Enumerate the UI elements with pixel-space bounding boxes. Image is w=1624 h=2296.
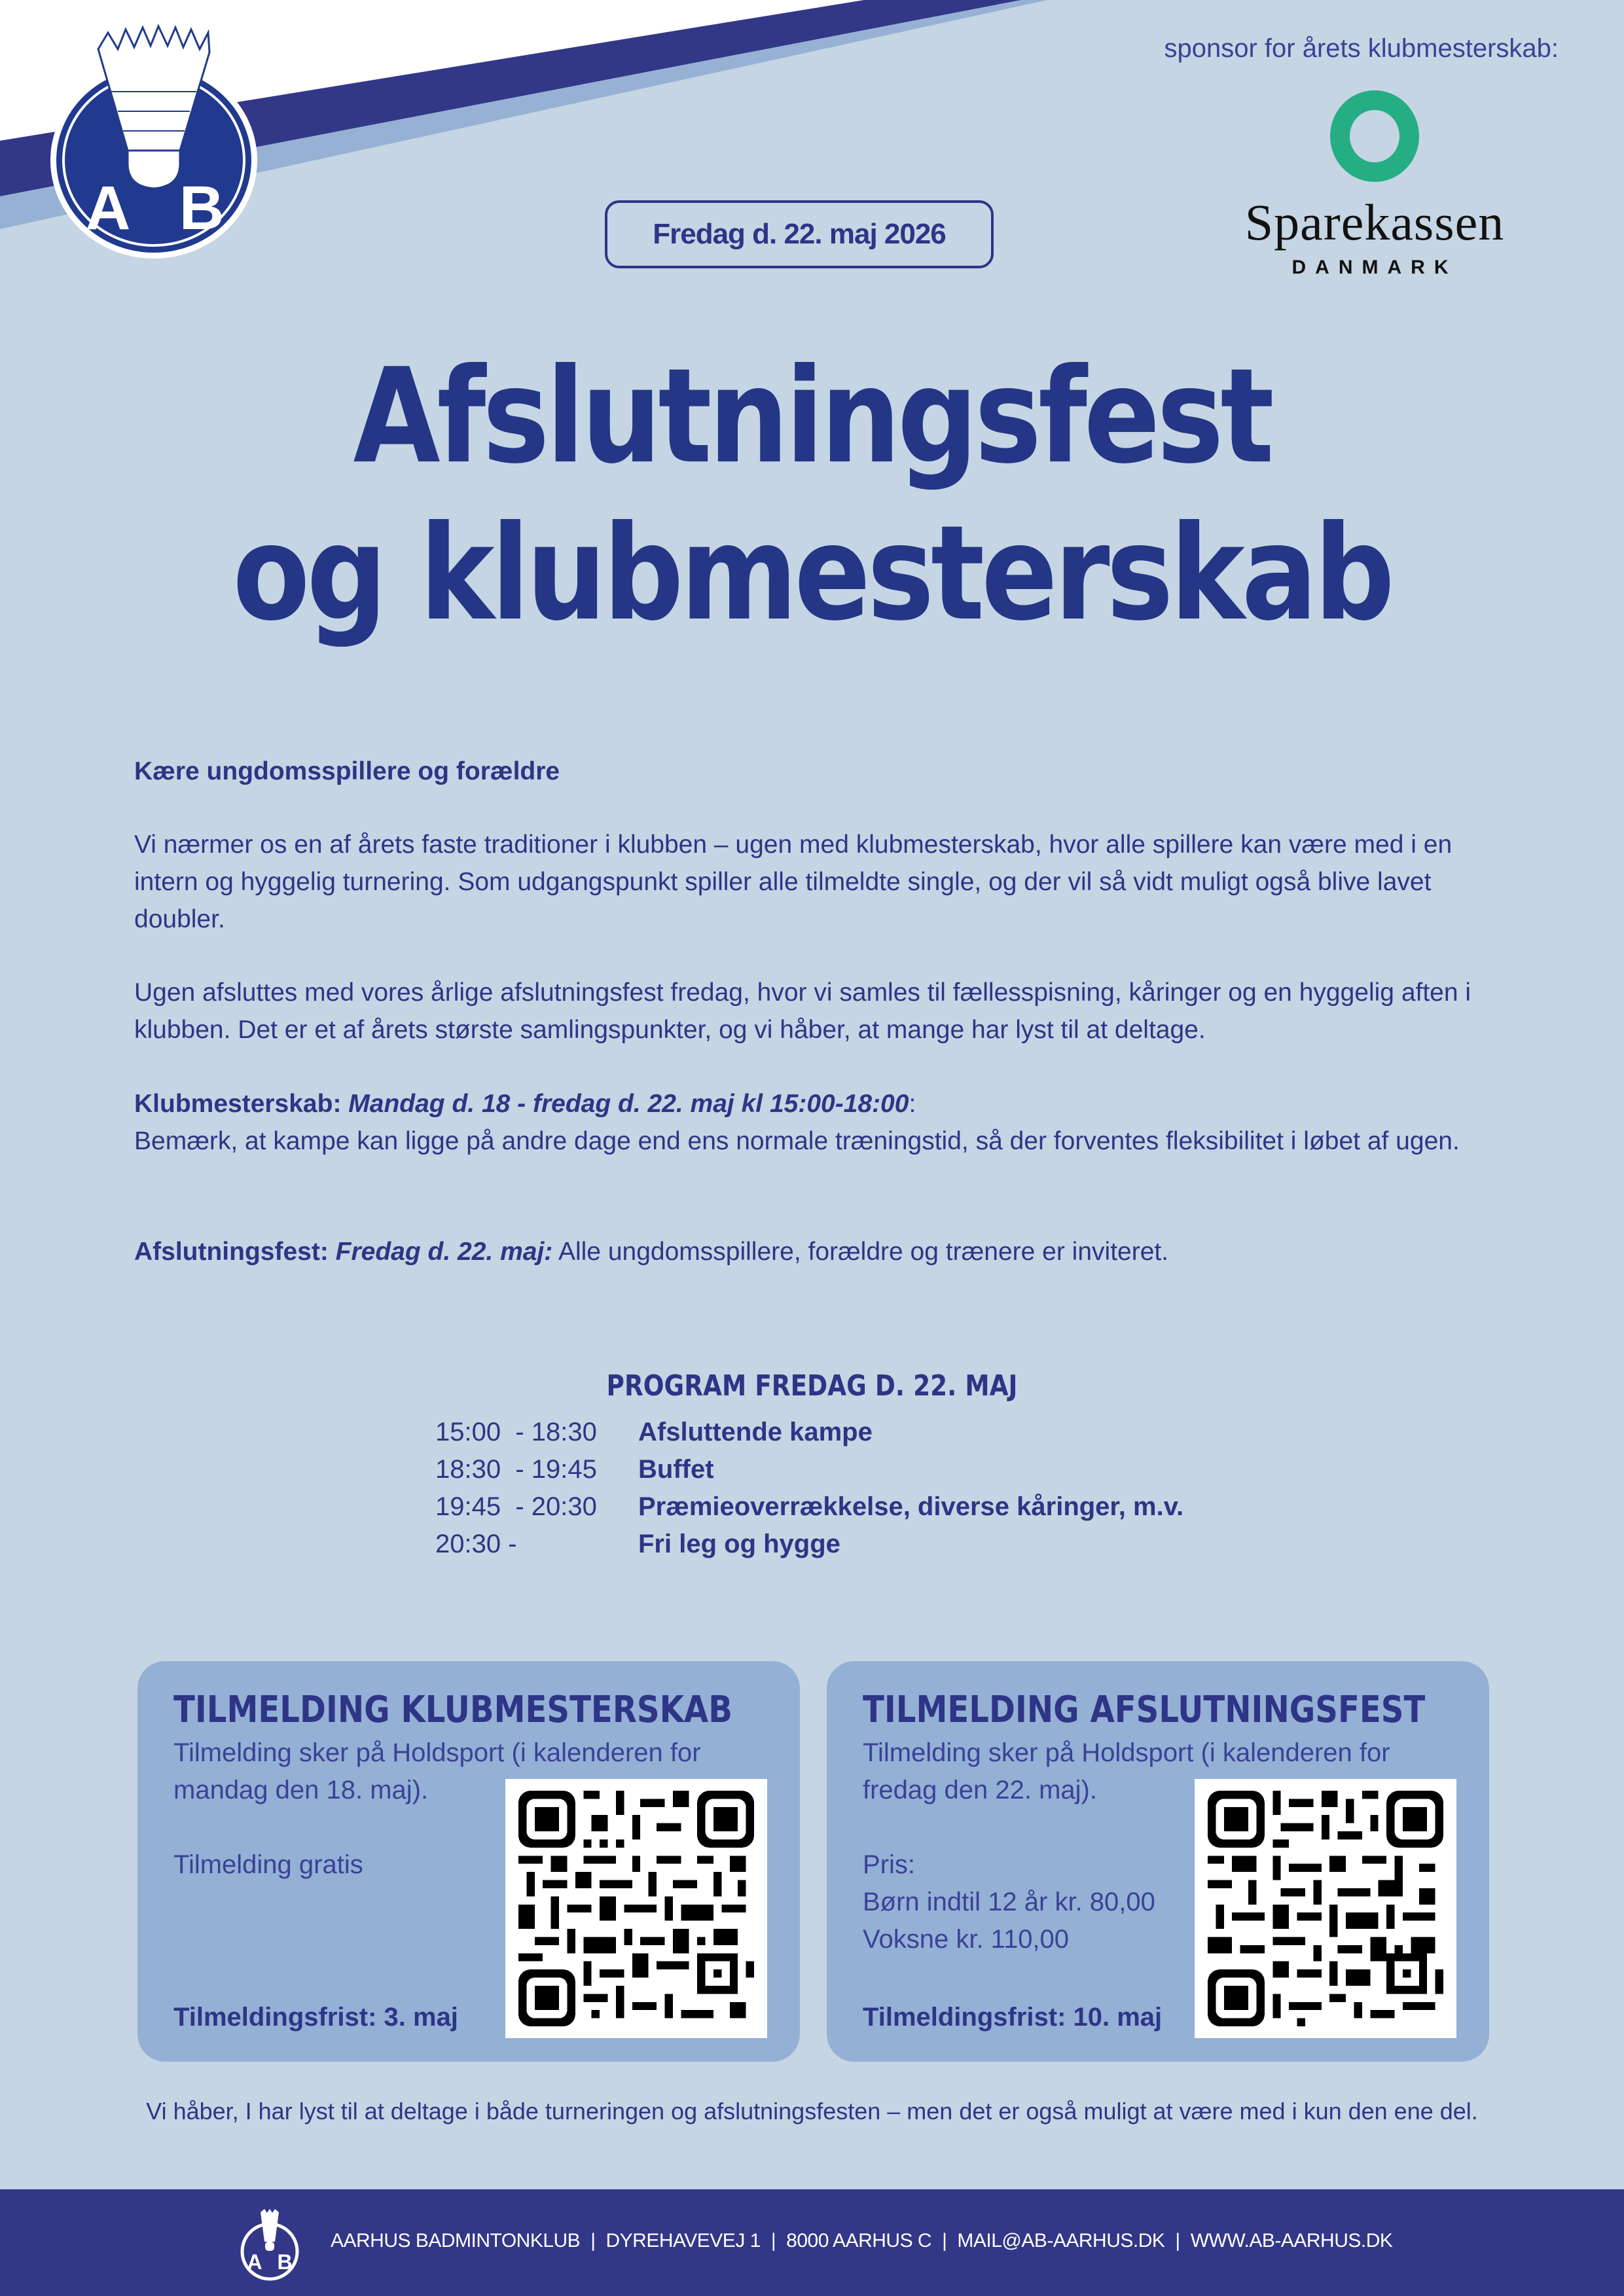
program-activity: Buffet [638, 1455, 714, 1484]
qr-code-icon [1206, 1791, 1445, 2026]
program-item [435, 1414, 1183, 1451]
svg-text:A: A [85, 173, 131, 243]
sponsor-label: sponsor for årets klubmesterskab: [1164, 34, 1559, 63]
svg-text:A: A [247, 2250, 262, 2274]
card-title: TILMELDING KLUBMESTERSKAB [173, 1689, 732, 1731]
price-label: Pris: [863, 1850, 915, 1879]
footer [0, 2189, 1624, 2296]
card-title: TILMELDING AFSLUTNINGSFEST [863, 1689, 1426, 1731]
program-item [435, 1488, 1183, 1526]
footer-contact [331, 2230, 1392, 2252]
title-line-2: og klubmesterskab [232, 497, 1392, 650]
program-activity: Fri leg og hygge [638, 1530, 840, 1558]
card-deadline: Tilmeldingsfrist: 10. maj [863, 2003, 1163, 2032]
card-line: Tilmelding sker på Holdsport (i kalenderen for [173, 1738, 701, 1767]
footer-club: AARHUS BADMINTONKLUB [331, 2230, 581, 2251]
price-children: Børn indtil 12 år kr. 80,00 [863, 1888, 1155, 1916]
signup-card-afslutningsfest [827, 1661, 1489, 2062]
greeting: Kære ungdomsspillere og forældre [134, 757, 560, 785]
program-activity: Afsluttende kampe [638, 1418, 873, 1446]
footer-web-link[interactable]: WWW.AB-AARHUS.DK [1190, 2230, 1393, 2251]
program-title: PROGRAM FREDAG D. 22. MAJ [606, 1369, 1018, 1403]
footer-city: 8000 AARHUS C [786, 2230, 932, 2251]
klub-note: Bemærk, at kampe kan ligge på andre dage end ens normale træningstid, så der forventes fleksibilitet i løbet af ugen. [134, 1127, 1460, 1155]
paragraph-intro: Vi nærmer os en af årets faste traditioner i klubben – ugen med klubmesterskab, hvor alle spillere kan være med i en intern og hyggelig turnering. Som udgangspunkt spiller alle tilmeldte single, og der vil så vidt muligt også blive lavet doubler. [134, 831, 1453, 933]
program-time: 15:00 - 18:30 [435, 1418, 597, 1446]
card-line: Tilmelding sker på Holdsport (i kalenderen for [863, 1738, 1390, 1767]
svg-text:B: B [179, 173, 225, 243]
program-list [435, 1414, 1183, 1563]
qr-code[interactable] [505, 1779, 767, 2038]
separator: | [942, 2230, 947, 2251]
title-line-1: Afslutningsfest [353, 340, 1271, 493]
card-line: fredag den 22. maj). [863, 1776, 1097, 1804]
card-line: Tilmelding gratis [173, 1850, 363, 1879]
club-logo-small [237, 2209, 302, 2281]
afslutningsfest-info [134, 1233, 1502, 1270]
club-logo [46, 20, 262, 262]
fest-text: Alle ungdomsspillere, forældre og trænere er inviteret. [558, 1238, 1169, 1266]
program-time: 20:30 - [435, 1530, 517, 1558]
fest-label: Afslutningsfest: [134, 1238, 329, 1266]
program-time: 18:30 - 19:45 [435, 1455, 597, 1484]
footer-address: DYREHAVEVEJ 1 [605, 2230, 761, 2251]
klub-colon: : [909, 1090, 916, 1118]
klubmesterskab-info [134, 1085, 1502, 1160]
card-deadline: Tilmeldingsfrist: 3. maj [173, 2003, 458, 2032]
paragraph-party: Ugen afsluttes med vores årlige afslutningsfest fredag, hvor vi samles til fællesspisning, kåringer og en hyggelig aften i klubben. Det er et af årets største samlingspunkter, og vi håber, at mange har lyst til at deltage. [134, 978, 1471, 1044]
sponsor-name: Sparekassen [1244, 194, 1505, 251]
separator: | [770, 2230, 776, 2251]
qr-code-icon [517, 1791, 755, 2026]
sponsor-ring-icon [1330, 90, 1419, 182]
separator: | [1175, 2230, 1180, 2251]
svg-text:B: B [277, 2250, 293, 2274]
closing-note: Vi håber, I har lyst til at deltage i både turneringen og afslutningsfesten – men det er også muligt at være med i kun den ene del. [146, 2098, 1478, 2125]
footer-email-link[interactable]: MAIL@AB-AARHUS.DK [957, 2230, 1165, 2251]
sponsor-country: DANMARK [1291, 257, 1458, 278]
separator: | [590, 2230, 596, 2251]
fest-date: Fredag d. 22. maj: [335, 1238, 553, 1266]
date-badge: Fredag d. 22. maj 2026 [605, 200, 994, 268]
program-item [435, 1526, 1183, 1563]
program-item [435, 1451, 1183, 1488]
klub-label: Klubmesterskab: [134, 1090, 342, 1118]
klub-dates: Mandag d. 18 - fredag d. 22. maj kl 15:00-18:00 [348, 1090, 909, 1118]
signup-card-klubmesterskab [137, 1661, 800, 2062]
program-activity: Præmieoverrækkelse, diverse kåringer, m.v. [638, 1492, 1184, 1521]
price-adults: Voksne kr. 110,00 [863, 1925, 1070, 1954]
qr-code[interactable] [1195, 1779, 1456, 2038]
program-time: 19:45 - 20:30 [435, 1492, 597, 1521]
card-line: mandag den 18. maj). [173, 1776, 429, 1804]
